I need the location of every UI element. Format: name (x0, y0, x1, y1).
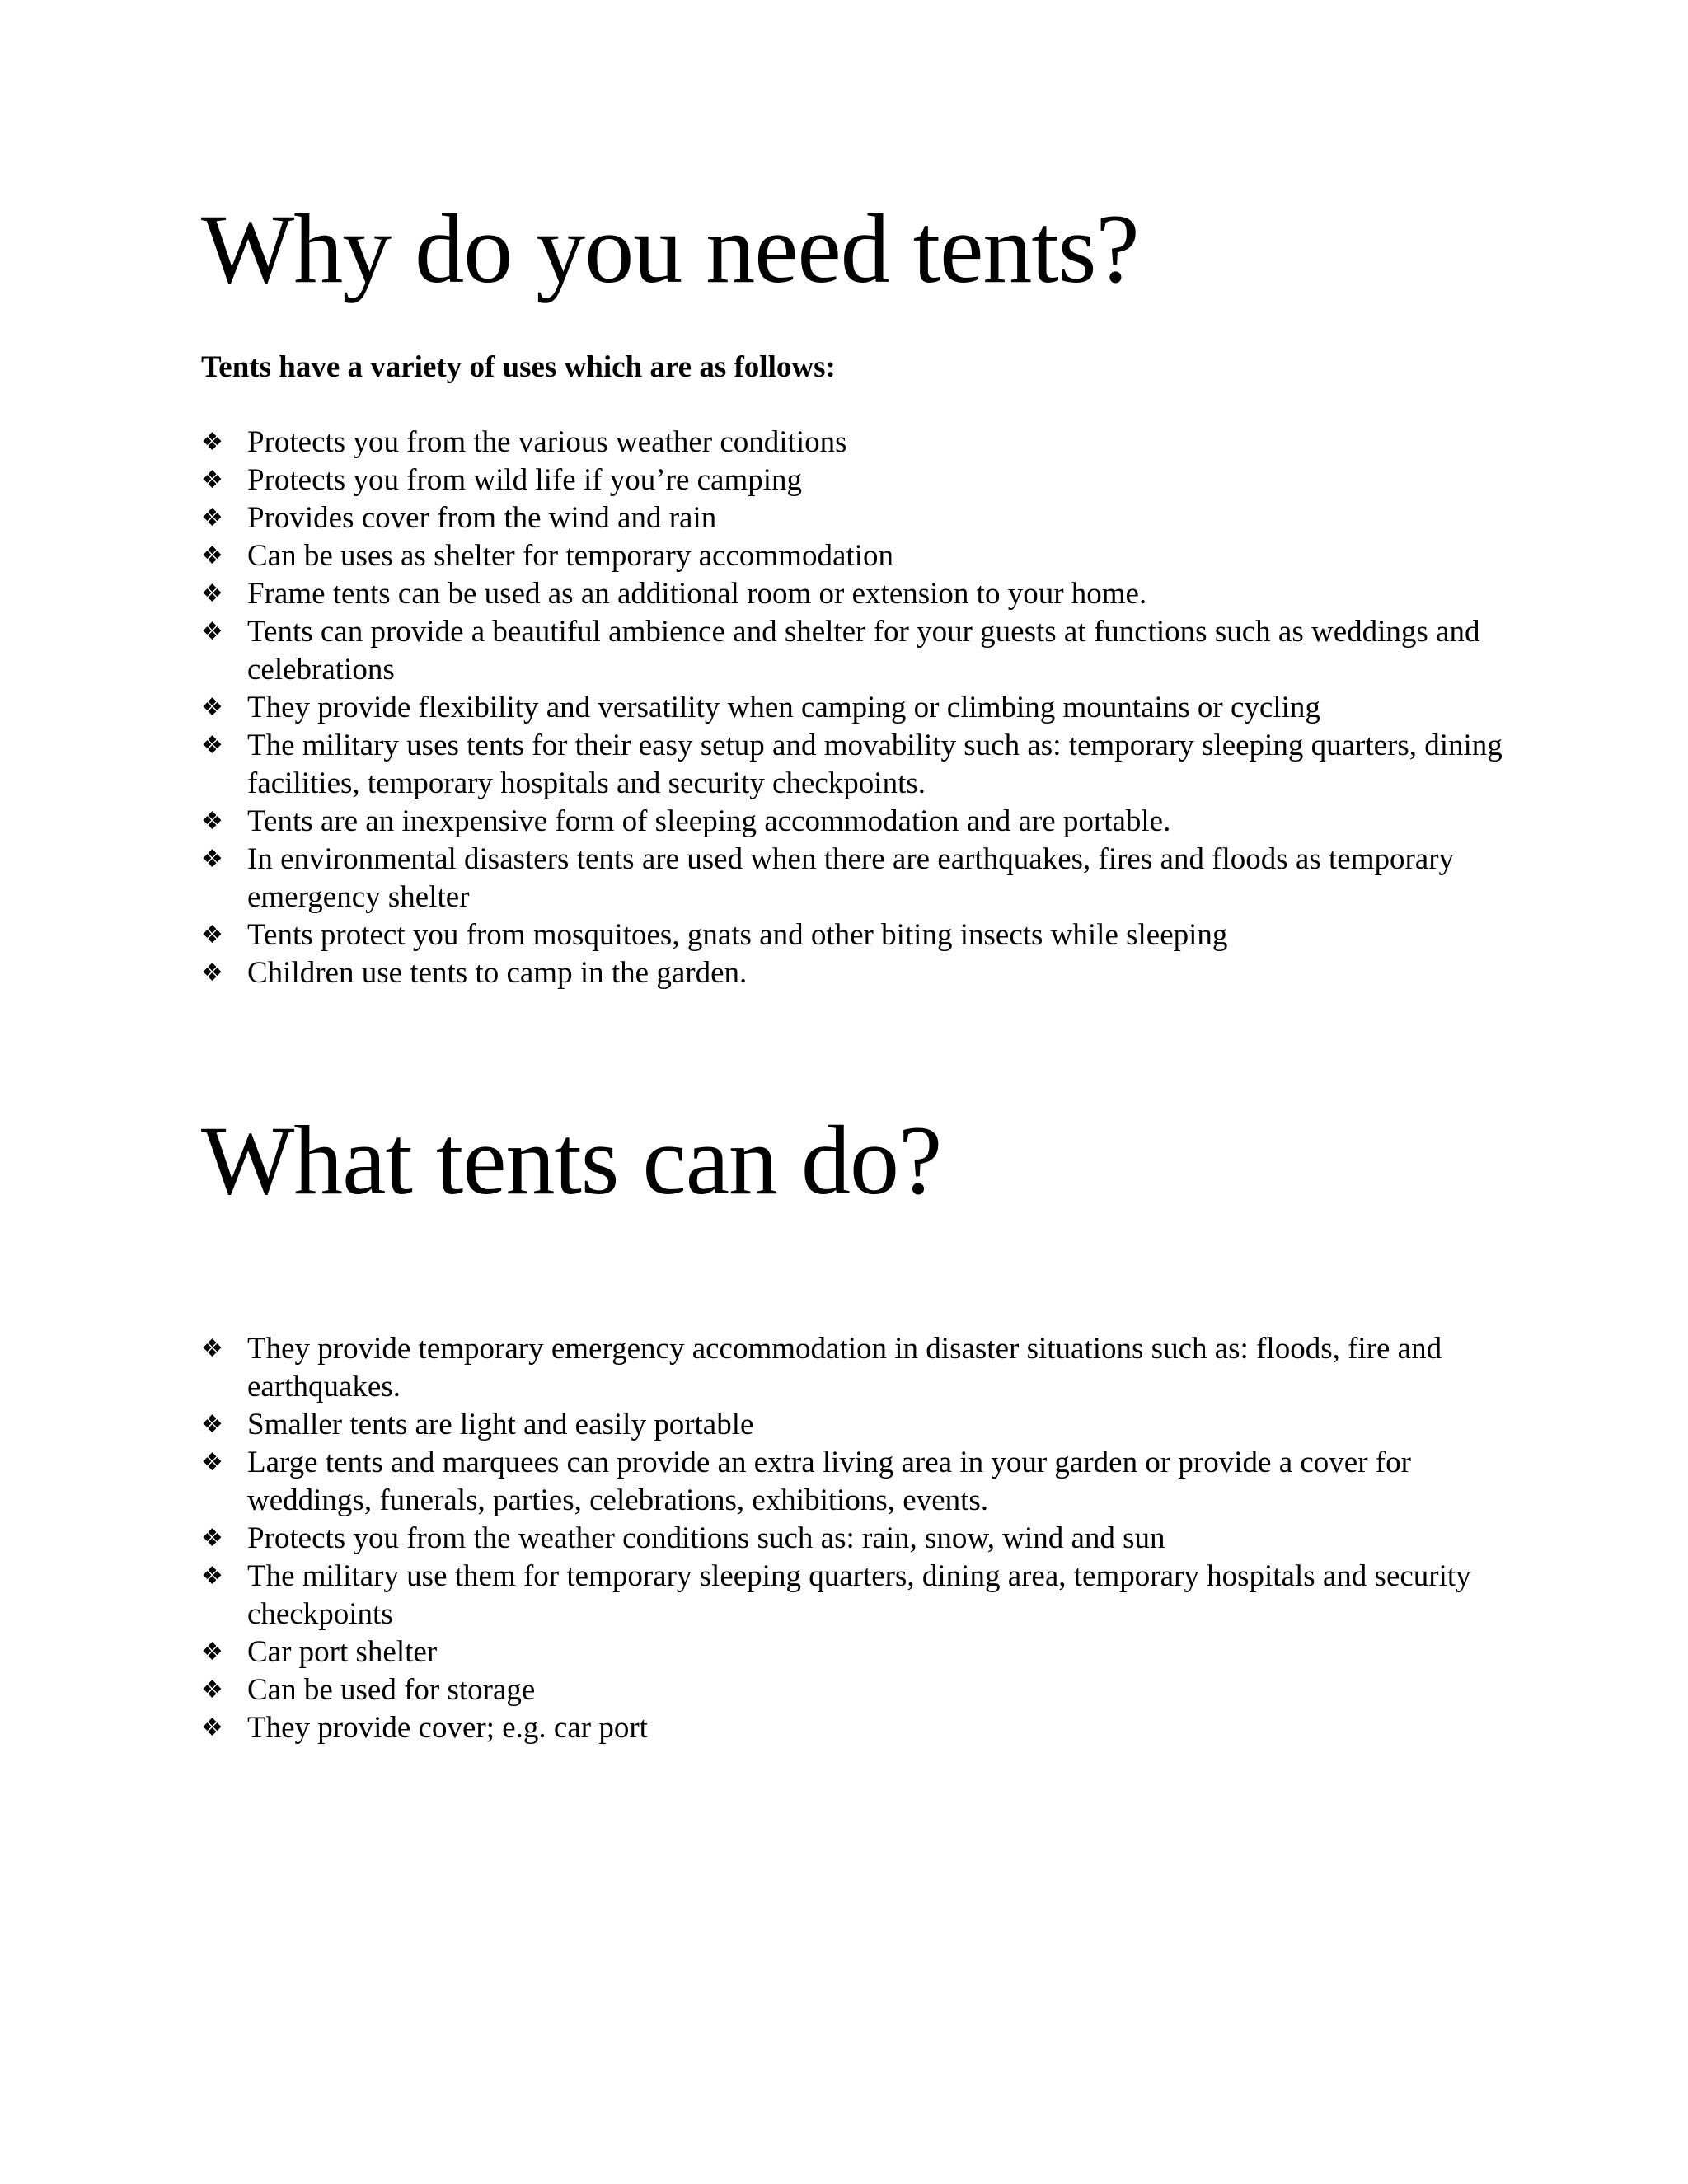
list-item-text: Protects you from the various weather conditions (247, 425, 847, 459)
list-item (201, 424, 1503, 462)
list-item-text: They provide cover; e.g. car port (247, 1711, 648, 1745)
list-item-text: Tents protect you from mosquitoes, gnats and other biting insects while sleeping (247, 918, 1228, 952)
list-item (201, 613, 1503, 689)
four-diamond-bullet-icon: ❖ (201, 1675, 223, 1704)
capabilities-list (201, 1330, 1503, 1747)
uses-list (201, 424, 1503, 992)
list-item (201, 462, 1503, 499)
list-item-text: The military use them for temporary sleeping quarters, dining area, temporary hospitals and security checkpoints (247, 1559, 1471, 1631)
list-item (201, 841, 1503, 916)
list-item-text: In environmental disasters tents are used when there are earthquakes, fires and floods as temporary emergency shelter (247, 842, 1455, 914)
list-item (201, 499, 1503, 537)
four-diamond-bullet-icon: ❖ (201, 579, 223, 608)
four-diamond-bullet-icon: ❖ (201, 845, 223, 874)
list-item-text: Car port shelter (247, 1635, 438, 1669)
four-diamond-bullet-icon: ❖ (201, 1713, 223, 1742)
list-item-text: Large tents and marquees can provide an extra living area in your garden or provide a cover for weddings, funerals, parties, celebrations, exhibitions, events. (247, 1446, 1411, 1517)
list-item (201, 727, 1503, 803)
list-item (201, 1671, 1503, 1709)
four-diamond-bullet-icon: ❖ (201, 1524, 223, 1553)
list-item-text: Tents can provide a beautiful ambience and shelter for your guests at functions such as weddings and celebrations (247, 615, 1480, 687)
four-diamond-bullet-icon: ❖ (201, 731, 223, 760)
list-item-text: Tents are an inexpensive form of sleeping accommodation and are portable. (247, 804, 1171, 838)
four-diamond-bullet-icon: ❖ (201, 1334, 223, 1363)
list-item (201, 575, 1503, 613)
list-item-text: Protects you from the weather conditions such as: rain, snow, wind and sun (247, 1521, 1165, 1555)
list-item (201, 803, 1503, 841)
list-item-text: The military uses tents for their easy setup and movability such as: temporary sleeping quarters, dining facilities, temporary hospitals and security checkpoints. (247, 729, 1503, 800)
list-item (201, 1520, 1503, 1558)
four-diamond-bullet-icon: ❖ (201, 617, 223, 646)
four-diamond-bullet-icon: ❖ (201, 466, 223, 494)
list-item-text: They provide flexibility and versatility when camping or climbing mountains or cycling (247, 691, 1320, 724)
four-diamond-bullet-icon: ❖ (201, 693, 223, 722)
list-item-text: Children use tents to camp in the garden. (247, 956, 748, 990)
four-diamond-bullet-icon: ❖ (201, 958, 223, 987)
list-item (201, 537, 1503, 575)
list-item-text: Smaller tents are light and easily portable (247, 1408, 754, 1441)
list-item-text: They provide temporary emergency accommodation in disaster situations such as: floods, fire and earthquakes. (247, 1332, 1442, 1404)
four-diamond-bullet-icon: ❖ (201, 1448, 223, 1477)
list-item-text: Provides cover from the wind and rain (247, 501, 717, 535)
four-diamond-bullet-icon: ❖ (201, 504, 223, 532)
list-item-text: Can be uses as shelter for temporary accommodation (247, 539, 893, 573)
list-item-text: Can be used for storage (247, 1673, 536, 1707)
section-heading-what-tents-do: What tents can do? (201, 1105, 942, 1215)
list-item (201, 954, 1503, 992)
four-diamond-bullet-icon: ❖ (201, 541, 223, 570)
section-heading-why-tents: Why do you need tents? (201, 194, 1139, 303)
list-item (201, 1558, 1503, 1633)
four-diamond-bullet-icon: ❖ (201, 807, 223, 836)
list-item-text: Protects you from wild life if you’re camping (247, 463, 803, 497)
list-item (201, 1406, 1503, 1444)
intro-text: Tents have a variety of uses which are as follows: (201, 350, 836, 384)
list-item (201, 689, 1503, 727)
list-item (201, 1330, 1503, 1406)
four-diamond-bullet-icon: ❖ (201, 921, 223, 949)
list-item (201, 1709, 1503, 1747)
list-item (201, 916, 1503, 954)
list-item (201, 1444, 1503, 1520)
four-diamond-bullet-icon: ❖ (201, 1410, 223, 1439)
list-item (201, 1633, 1503, 1671)
four-diamond-bullet-icon: ❖ (201, 428, 223, 457)
four-diamond-bullet-icon: ❖ (201, 1562, 223, 1591)
list-item-text: Frame tents can be used as an additional room or extension to your home. (247, 577, 1147, 611)
four-diamond-bullet-icon: ❖ (201, 1638, 223, 1666)
